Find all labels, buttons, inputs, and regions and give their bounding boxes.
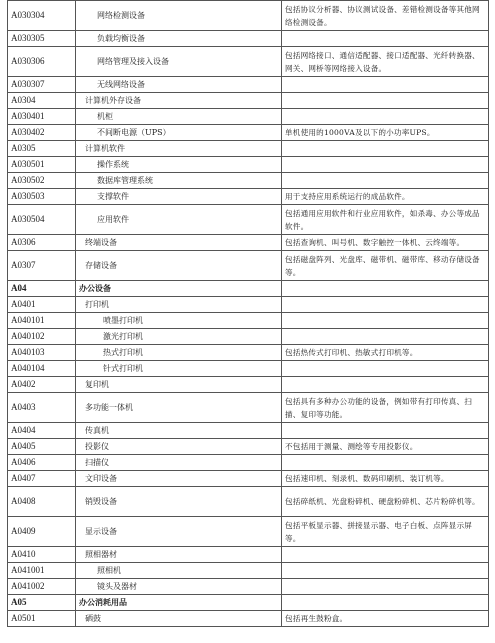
description-cell — [282, 31, 489, 47]
description-cell: 包括平板显示器、拼接显示器、电子白板、点阵显示屏等。 — [282, 517, 489, 547]
code-cell: A0401 — [8, 297, 76, 313]
description-cell: 包括碎纸机、光盘粉碎机、硬盘粉碎机、芯片粉碎机等。 — [282, 487, 489, 517]
description-cell — [282, 361, 489, 377]
description-cell: 包括网络接口、通信适配器、接口适配器、光纤转换器、网关、网桥等网络接入设备。 — [282, 47, 489, 77]
table-row — [8, 251, 489, 281]
code-cell: A040103 — [8, 345, 76, 361]
table-row — [8, 563, 489, 579]
description-cell: 包括具有多种办公功能的设备，例如带有打印传真、扫描、复印等功能。 — [282, 393, 489, 423]
code-cell: A030401 — [8, 109, 76, 125]
code-cell: A041002 — [8, 579, 76, 595]
name-cell: 存储设备 — [76, 251, 282, 281]
description-cell: 用于支持应用系统运行的成品软件。 — [282, 189, 489, 205]
table-row — [8, 173, 489, 189]
code-cell: A0501 — [8, 611, 76, 627]
table-row — [8, 611, 489, 627]
name-cell: 办公设备 — [76, 281, 282, 297]
name-cell: 计算机外存设备 — [76, 93, 282, 109]
description-cell — [282, 109, 489, 125]
table-row — [8, 157, 489, 173]
table-row — [8, 189, 489, 205]
name-cell: 应用软件 — [76, 205, 282, 235]
name-cell: 计算机软件 — [76, 141, 282, 157]
description-cell — [282, 93, 489, 109]
code-cell: A030305 — [8, 31, 76, 47]
table-row — [8, 93, 489, 109]
description-cell — [282, 579, 489, 595]
name-cell: 复印机 — [76, 377, 282, 393]
code-cell: A0402 — [8, 377, 76, 393]
name-cell: 镜头及器材 — [76, 579, 282, 595]
name-cell: 喷墨打印机 — [76, 313, 282, 329]
table-row — [8, 1, 489, 31]
table-row — [8, 109, 489, 125]
name-cell: 终端设备 — [76, 235, 282, 251]
code-cell: A0307 — [8, 251, 76, 281]
table-row — [8, 205, 489, 235]
code-cell: A030402 — [8, 125, 76, 141]
code-cell: A05 — [8, 595, 76, 611]
name-cell: 多功能一体机 — [76, 393, 282, 423]
code-cell: A040101 — [8, 313, 76, 329]
name-cell: 打印机 — [76, 297, 282, 313]
code-cell: A040104 — [8, 361, 76, 377]
name-cell: 数据库管理系统 — [76, 173, 282, 189]
name-cell: 硒鼓 — [76, 611, 282, 627]
name-cell: 照相机 — [76, 563, 282, 579]
table-row — [8, 313, 489, 329]
name-cell: 传真机 — [76, 423, 282, 439]
code-cell: A041001 — [8, 563, 76, 579]
description-cell — [282, 423, 489, 439]
code-cell: A0405 — [8, 439, 76, 455]
description-cell: 包括查询机、叫号机、数字触控一体机、云终端等。 — [282, 235, 489, 251]
description-cell — [282, 329, 489, 345]
name-cell: 不间断电源（UPS） — [76, 125, 282, 141]
table-row — [8, 141, 489, 157]
description-cell — [282, 455, 489, 471]
table-row — [8, 47, 489, 77]
table-row — [8, 31, 489, 47]
table-row — [8, 455, 489, 471]
code-cell: A030504 — [8, 205, 76, 235]
code-cell: A030502 — [8, 173, 76, 189]
code-cell: A0409 — [8, 517, 76, 547]
name-cell: 针式打印机 — [76, 361, 282, 377]
code-cell: A030307 — [8, 77, 76, 93]
description-cell — [282, 77, 489, 93]
code-cell: A0304 — [8, 93, 76, 109]
description-cell — [282, 313, 489, 329]
name-cell: 机柜 — [76, 109, 282, 125]
description-cell: 包括通用应用软件和行业应用软件，如杀毒、办公等成品软件。 — [282, 205, 489, 235]
name-cell: 网络管理及接入设备 — [76, 47, 282, 77]
table-row — [8, 439, 489, 455]
table-row — [8, 471, 489, 487]
category-row — [8, 595, 489, 611]
description-cell: 包括磁盘阵列、光盘库、磁带机、磁带库、移动存储设备等。 — [282, 251, 489, 281]
description-cell: 包括协议分析器、协议测试设备、差错检测设备等其他网络检测设备。 — [282, 1, 489, 31]
catalog-table-body — [8, 1, 489, 627]
name-cell: 操作系统 — [76, 157, 282, 173]
description-cell: 包括热传式打印机、热敏式打印机等。 — [282, 345, 489, 361]
description-cell — [282, 377, 489, 393]
code-cell: A030501 — [8, 157, 76, 173]
category-row — [8, 281, 489, 297]
code-cell: A040102 — [8, 329, 76, 345]
name-cell: 投影仪 — [76, 439, 282, 455]
description-cell — [282, 141, 489, 157]
table-row — [8, 125, 489, 141]
name-cell: 热式打印机 — [76, 345, 282, 361]
description-cell: 不包括用于测量、测绘等专用投影仪。 — [282, 439, 489, 455]
code-cell: A030304 — [8, 1, 76, 31]
description-cell — [282, 563, 489, 579]
table-row — [8, 377, 489, 393]
code-cell: A0404 — [8, 423, 76, 439]
description-cell: 单机使用的1000VA及以下的小功率UPS。 — [282, 125, 489, 141]
name-cell: 文印设备 — [76, 471, 282, 487]
description-cell — [282, 297, 489, 313]
description-cell — [282, 547, 489, 563]
description-cell: 包括速印机、刻录机、数码印刷机、装订机等。 — [282, 471, 489, 487]
table-row — [8, 517, 489, 547]
code-cell: A0306 — [8, 235, 76, 251]
table-row — [8, 547, 489, 563]
name-cell: 负载均衡设备 — [76, 31, 282, 47]
table-row — [8, 393, 489, 423]
code-cell: A0403 — [8, 393, 76, 423]
code-cell: A030503 — [8, 189, 76, 205]
table-row — [8, 579, 489, 595]
description-cell — [282, 157, 489, 173]
catalog-table — [7, 0, 489, 627]
table-row — [8, 345, 489, 361]
name-cell: 销毁设备 — [76, 487, 282, 517]
description-cell — [282, 281, 489, 297]
name-cell: 支撑软件 — [76, 189, 282, 205]
name-cell: 网络检测设备 — [76, 1, 282, 31]
description-cell — [282, 173, 489, 189]
name-cell: 扫描仪 — [76, 455, 282, 471]
table-row — [8, 77, 489, 93]
description-cell: 包括再生鼓粉盒。 — [282, 611, 489, 627]
table-row — [8, 423, 489, 439]
name-cell: 照相器材 — [76, 547, 282, 563]
code-cell: A030306 — [8, 47, 76, 77]
table-row — [8, 297, 489, 313]
code-cell: A0407 — [8, 471, 76, 487]
code-cell: A0408 — [8, 487, 76, 517]
description-cell — [282, 595, 489, 611]
name-cell: 显示设备 — [76, 517, 282, 547]
name-cell: 无线网络设备 — [76, 77, 282, 93]
code-cell: A04 — [8, 281, 76, 297]
name-cell: 激光打印机 — [76, 329, 282, 345]
table-row — [8, 329, 489, 345]
table-row — [8, 235, 489, 251]
name-cell: 办公消耗用品 — [76, 595, 282, 611]
code-cell: A0305 — [8, 141, 76, 157]
code-cell: A0410 — [8, 547, 76, 563]
code-cell: A0406 — [8, 455, 76, 471]
table-row — [8, 487, 489, 517]
table-row — [8, 361, 489, 377]
